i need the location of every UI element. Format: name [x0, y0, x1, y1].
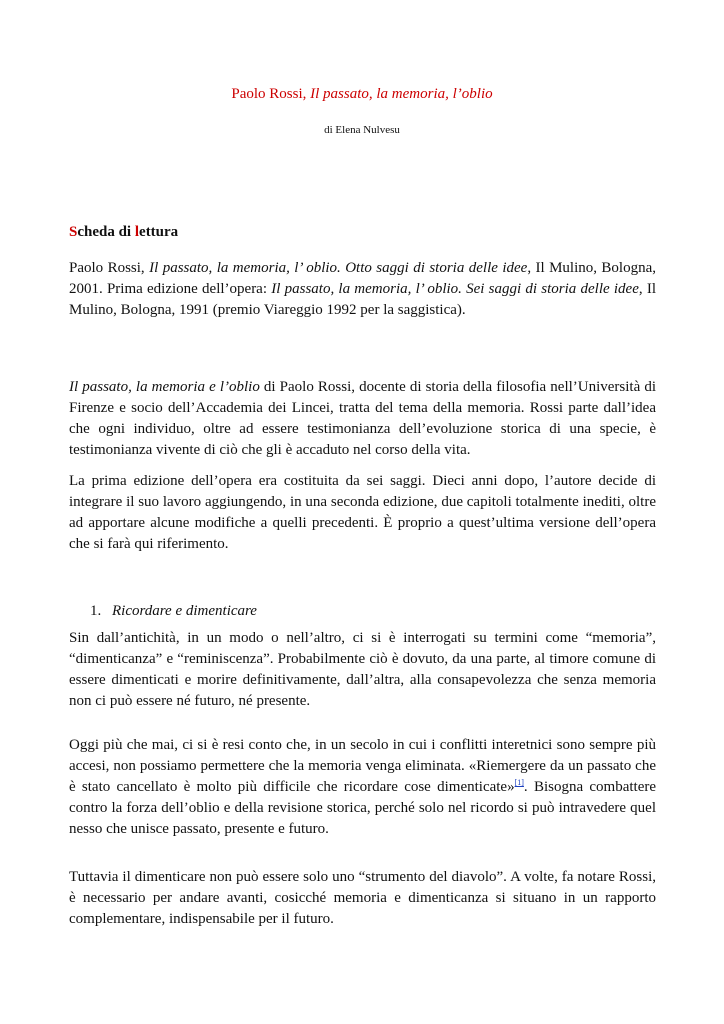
section-1-title: Ricordare e dimenticare [112, 603, 257, 619]
section-1-paragraph-3: Tuttavia il dimenticare non può essere solo uno “strumento del diavolo”. A volte, fa notare Rossi, è necessario per andare avanti, cosicché memoria e dimenticanza si situano in un rapporto complementare, indispensabile per il futuro. [69, 869, 656, 927]
title-work: Il passato, la memoria, l’oblio [310, 86, 493, 102]
intro-paragraph-2: La prima edizione dell’opera era costituita da sei saggi. Dieci anni dopo, l’autore decide di integrare il suo lavoro aggiungendo, in una seconda edizione, due capitoli totalmente inediti, oltre ad apportare alcune modifiche a quelli precedenti. È proprio a quest’ultima versione dell’opera che si farà qui riferimento. [69, 473, 656, 552]
intro-book-title: Il passato, la memoria e l’oblio [69, 379, 260, 395]
section-1-heading [90, 603, 257, 620]
footnote-link-1[interactable]: [1] [514, 778, 524, 787]
intro-p1-text: di Paolo Rossi, docente di storia della filosofia nell’Università di Firenze e socio dell’Accademia dei Lincei, tratta del tema della memoria. Rossi parte dall’idea che ogni individuo, oltre ad essere testimonianza dell’evoluzione storica di una specie, è testimonianza vivente di ciò che gli è accaduto nel corso della vita. [69, 379, 657, 458]
biblio-l1-a: Paolo Rossi, [69, 260, 150, 276]
section-heading-scheda [69, 224, 178, 241]
heading-part-1: cheda di [77, 224, 135, 240]
biblio-l1-c: , Il Mulino, Bologna, 2001. [69, 260, 656, 297]
biblio-l1-title: Il passato, la memoria, l’ oblio. Otto saggi di storia delle idee [149, 260, 528, 276]
intro-paragraph-1 [69, 377, 656, 461]
section-1-p2-text-b: . Bisogna combattere contro la forza dell’oblio e della revisione storica, perché solo nel ricordo si può intravedere quel nesso che unisce passato, presente e futuro. [69, 779, 657, 837]
section-1-paragraph-1: Sin dall’antichità, in un modo o nell’altro, ci si è interrogati su termini come “memoria”, “dimenticanza” e “reminiscenza”. Probabilmente ciò è dovuto, da una parte, al timore comune di essere dimenticati e morire definitivamente, dall’altra, alla consapevolezza che senza memoria non ci può essere né futuro, né presente. [69, 630, 656, 709]
biblio-l2-title: Il passato, la memoria, l’ oblio. Sei saggi di storia delle idee [271, 281, 639, 297]
section-1-number: 1. [90, 603, 102, 619]
biblio-l2-a: Prima edizione dell’opera: [106, 281, 272, 297]
heading-initial-l: l [134, 224, 140, 240]
heading-part-2: ettura [139, 224, 179, 240]
heading-initial-s: S [69, 224, 78, 240]
byline: di Elena Nulvesu [324, 124, 400, 136]
title-author: Paolo Rossi, [231, 86, 307, 102]
section-1-p2-text-a: Oggi più che mai, ci si è resi conto che, in un secolo in cui i conflitti interetnici sono sempre più accesi, non possiamo permettere che la memoria venga eliminata. «Riemergere da un passato che è stato cancellato è molto più difficile che ricordare cose dimenticate» [69, 737, 656, 795]
bibliography-paragraph [69, 258, 656, 321]
biblio-l2-c: , Il Mulino, Bologna, 1991 (premio Viareggio 1992 per la saggistica). [69, 281, 656, 318]
document-title [0, 86, 724, 103]
section-1-paragraph-2 [69, 735, 656, 840]
